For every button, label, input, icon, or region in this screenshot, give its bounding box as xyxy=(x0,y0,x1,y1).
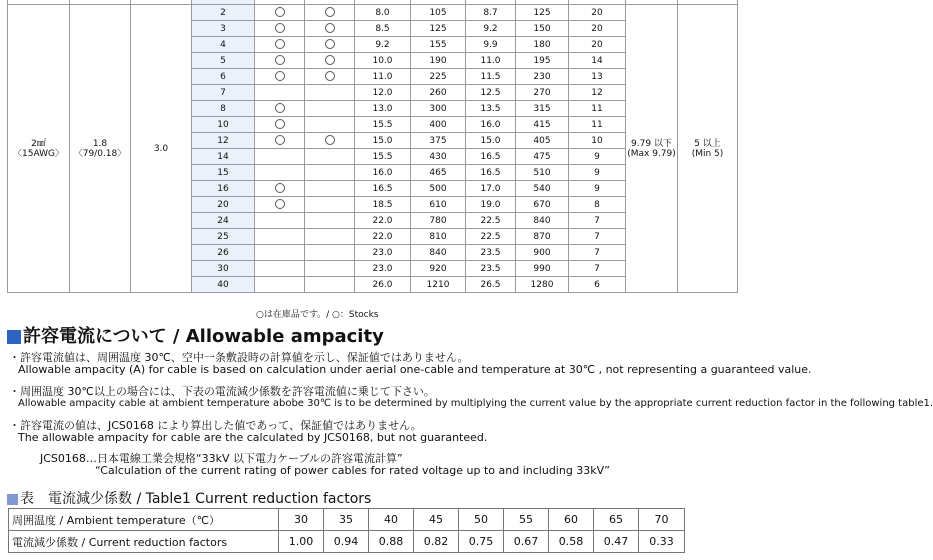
cell-value: 22.0 xyxy=(355,213,411,229)
cell-value: 7 xyxy=(569,245,626,261)
cell-length: 2 xyxy=(192,5,255,21)
cable-spec-table xyxy=(7,0,738,293)
cell-line: 1.8 xyxy=(92,138,108,149)
cell-stock-1 xyxy=(255,197,305,213)
table-row xyxy=(8,5,738,21)
cell-value: 23.5 xyxy=(466,245,516,261)
section-title-text: 表 電流減少係数 / Table1 Current reduction factors xyxy=(20,491,372,507)
cell-value: 7 xyxy=(569,229,626,245)
cell-stock-1 xyxy=(255,181,305,197)
cell-value: 23.0 xyxy=(355,261,411,277)
cell-length: 30 xyxy=(192,261,255,277)
cell-stock-1 xyxy=(255,101,305,117)
cell-stock-1 xyxy=(255,165,305,181)
cell-value: 18.5 xyxy=(355,197,411,213)
jcs-reference-en: “Calculation of the current rating of power cables for rated voltage up to and including 33kV” xyxy=(95,464,610,477)
section-title-ampacity xyxy=(7,322,384,348)
cell-value: 375 xyxy=(411,133,466,149)
cell-value: 610 xyxy=(411,197,466,213)
cell-value: 155 xyxy=(411,37,466,53)
stock-circle-icon xyxy=(275,39,285,49)
cell-value: 475 xyxy=(516,149,569,165)
cell-value: 270 xyxy=(516,85,569,101)
cell-value: 180 xyxy=(516,37,569,53)
cell-value: 11.0 xyxy=(355,69,411,85)
cell-stock-2 xyxy=(305,5,355,21)
cell-value: 870 xyxy=(516,229,569,245)
cell-stock-2 xyxy=(305,229,355,245)
cell-length: 25 xyxy=(192,229,255,245)
cell-value: 15.5 xyxy=(355,149,411,165)
stock-circle-icon xyxy=(325,39,335,49)
cell-value: 13.0 xyxy=(355,101,411,117)
cell-value: 15.0 xyxy=(466,133,516,149)
cell-value: 195 xyxy=(516,53,569,69)
cell-stock-1 xyxy=(255,53,305,69)
cell-value: 16.5 xyxy=(466,165,516,181)
cell-value: 20 xyxy=(569,5,626,21)
cell-length: 10 xyxy=(192,117,255,133)
cell-length: 40 xyxy=(192,277,255,293)
cell-value: 465 xyxy=(411,165,466,181)
cell-value: 0.33 xyxy=(639,531,685,553)
cell-stock-2 xyxy=(305,37,355,53)
cell-value: 0.88 xyxy=(369,531,414,553)
cell-value: 12.5 xyxy=(466,85,516,101)
cell-stock-1 xyxy=(255,117,305,133)
cell-stock-2 xyxy=(305,101,355,117)
table-row xyxy=(9,509,685,531)
cell-value: 0.58 xyxy=(549,531,594,553)
cell-value: 105 xyxy=(411,5,466,21)
cell-value: 0.82 xyxy=(414,531,459,553)
cell-stock-2 xyxy=(305,277,355,293)
table-row xyxy=(9,531,685,553)
cell-value: 9 xyxy=(569,149,626,165)
cell-stock-1 xyxy=(255,149,305,165)
cell-value: 225 xyxy=(411,69,466,85)
cell-value: 12.0 xyxy=(355,85,411,101)
cell-value: 30 xyxy=(279,509,324,531)
cell-line: 〈15AWG〉 xyxy=(13,148,64,159)
cell-value: 0.75 xyxy=(459,531,504,553)
cell-length: 15 xyxy=(192,165,255,181)
cell-value: 11.5 xyxy=(466,69,516,85)
cell-line: 5 以上 xyxy=(694,138,721,149)
cell-value: 920 xyxy=(411,261,466,277)
cell-thickness: 3.0 xyxy=(131,5,192,293)
cell-stock-1 xyxy=(255,213,305,229)
cell-value: 230 xyxy=(516,69,569,85)
cell-value: 840 xyxy=(516,213,569,229)
cell-stock-2 xyxy=(305,165,355,181)
cell-value: 11 xyxy=(569,101,626,117)
cell-value: 10.0 xyxy=(355,53,411,69)
bullet-2-en: Allowable ampacity cable at ambient temperature abobe 30℃ is to be determined by multiplying the current value by the appropriate current reduction factor in the following table1. xyxy=(18,398,933,409)
cell-value: 15.5 xyxy=(355,117,411,133)
cell-line: (Max 9.79) xyxy=(627,148,676,159)
cell-stock-2 xyxy=(305,133,355,149)
stock-circle-icon xyxy=(275,199,285,209)
cell-conductor-structure xyxy=(70,5,131,293)
cell-value: 430 xyxy=(411,149,466,165)
bullet-1-jp: ・許容電流値は、周囲温度 30℃、空中一条敷設時の計算値を示し、保証値ではありません。 xyxy=(9,351,469,364)
cell-stock-1 xyxy=(255,229,305,245)
cell-value: 16.0 xyxy=(355,165,411,181)
bullet-2-jp: ・周囲温度 30℃以上の場合には、下表の電流減少係数を許容電流値に乗じて下さい。 xyxy=(9,385,435,398)
bullet-1-en: Allowable ampacity (A) for cable is based on calculation under aerial one-cable and temperature at 30℃ , not representing a guaranteed value. xyxy=(18,363,812,376)
cell-insulation xyxy=(678,5,738,293)
stock-circle-icon xyxy=(325,23,335,33)
cell-stock-2 xyxy=(305,149,355,165)
cell-value: 65 xyxy=(594,509,639,531)
cell-value: 300 xyxy=(411,101,466,117)
cell-value: 20 xyxy=(569,37,626,53)
cell-stock-1 xyxy=(255,37,305,53)
cell-value: 16.5 xyxy=(466,149,516,165)
cell-line: 〈79/0.18〉 xyxy=(73,148,127,159)
square-bullet-icon xyxy=(7,330,21,344)
cell-stock-2 xyxy=(305,117,355,133)
cell-value: 9 xyxy=(569,165,626,181)
cell-value: 125 xyxy=(516,5,569,21)
cell-stock-1 xyxy=(255,5,305,21)
cell-line: 9.79 以下 xyxy=(631,138,672,149)
bullet-3-jp: ・許容電流の値は、JCS0168 により算出した値であって、保証値ではありません。 xyxy=(9,419,422,432)
square-bullet-icon xyxy=(7,494,18,505)
cell-stock-1 xyxy=(255,245,305,261)
cell-value: 8.7 xyxy=(466,5,516,21)
stock-circle-icon xyxy=(275,7,285,17)
cell-value: 315 xyxy=(516,101,569,117)
cell-value: 9.2 xyxy=(355,37,411,53)
cell-value: 22.5 xyxy=(466,229,516,245)
cell-length: 12 xyxy=(192,133,255,149)
stock-circle-icon xyxy=(325,55,335,65)
cell-stock-2 xyxy=(305,69,355,85)
cell-length: 8 xyxy=(192,101,255,117)
cell-value: 670 xyxy=(516,197,569,213)
cell-value: 10 xyxy=(569,133,626,149)
cell-value: 12 xyxy=(569,85,626,101)
cell-value: 60 xyxy=(549,509,594,531)
cell-stock-1 xyxy=(255,261,305,277)
stock-circle-icon xyxy=(275,55,285,65)
cell-value: 26.5 xyxy=(466,277,516,293)
cell-value: 400 xyxy=(411,117,466,133)
stock-legend: ○は在庫品です。/ ○：Stocks xyxy=(256,310,379,320)
stock-circle-icon xyxy=(325,71,335,81)
cell-length: 4 xyxy=(192,37,255,53)
cell-value: 26.0 xyxy=(355,277,411,293)
cell-stock-1 xyxy=(255,21,305,37)
cell-value: 13.5 xyxy=(466,101,516,117)
cell-value: 35 xyxy=(324,509,369,531)
row-header: 電流減少係数 / Current reduction factors xyxy=(9,531,279,553)
cell-value: 7 xyxy=(569,261,626,277)
cell-value: 0.94 xyxy=(324,531,369,553)
cell-stock-2 xyxy=(305,197,355,213)
cell-value: 9.9 xyxy=(466,37,516,53)
cell-value: 810 xyxy=(411,229,466,245)
cell-stock-2 xyxy=(305,85,355,101)
cell-value: 540 xyxy=(516,181,569,197)
cell-value: 16.0 xyxy=(466,117,516,133)
cell-conductor-size xyxy=(8,5,70,293)
bullet-3-en: The allowable ampacity for cable are the calculated by JCS0168, but not guaranteed. xyxy=(18,431,488,444)
cell-stock-2 xyxy=(305,261,355,277)
cell-stock-1 xyxy=(255,277,305,293)
cell-value: 40 xyxy=(369,509,414,531)
cell-value: 11.0 xyxy=(466,53,516,69)
cell-stock-1 xyxy=(255,133,305,149)
cell-value: 23.5 xyxy=(466,261,516,277)
cell-value: 125 xyxy=(411,21,466,37)
stock-circle-icon xyxy=(275,135,285,145)
cell-value: 15.0 xyxy=(355,133,411,149)
jcs-reference-jp: JCS0168…日本電線工業会規格“33kV 以下電力ケーブルの許容電流計算” xyxy=(40,452,403,465)
cell-value: 500 xyxy=(411,181,466,197)
cell-value: 8.5 xyxy=(355,21,411,37)
cell-value: 415 xyxy=(516,117,569,133)
stock-circle-icon xyxy=(275,103,285,113)
cell-value: 1280 xyxy=(516,277,569,293)
cell-value: 405 xyxy=(516,133,569,149)
cell-value: 190 xyxy=(411,53,466,69)
cell-length: 20 xyxy=(192,197,255,213)
section-title-reduction xyxy=(7,488,371,508)
cell-value: 22.0 xyxy=(355,229,411,245)
cell-value: 990 xyxy=(516,261,569,277)
cell-length: 6 xyxy=(192,69,255,85)
cell-length: 16 xyxy=(192,181,255,197)
cell-stock-2 xyxy=(305,245,355,261)
cell-value: 780 xyxy=(411,213,466,229)
cell-length: 14 xyxy=(192,149,255,165)
cell-value: 1210 xyxy=(411,277,466,293)
cell-value: 11 xyxy=(569,117,626,133)
cell-value: 0.47 xyxy=(594,531,639,553)
cell-value: 13 xyxy=(569,69,626,85)
stock-circle-icon xyxy=(325,135,335,145)
cell-resistance xyxy=(626,5,678,293)
cell-value: 0.67 xyxy=(504,531,549,553)
cell-length: 26 xyxy=(192,245,255,261)
cell-value: 150 xyxy=(516,21,569,37)
cell-value: 260 xyxy=(411,85,466,101)
cell-value: 14 xyxy=(569,53,626,69)
cell-value: 20 xyxy=(569,21,626,37)
cell-value: 900 xyxy=(516,245,569,261)
cell-length: 3 xyxy=(192,21,255,37)
cell-stock-1 xyxy=(255,85,305,101)
cell-value: 8.0 xyxy=(355,5,411,21)
cell-value: 6 xyxy=(569,277,626,293)
cell-stock-2 xyxy=(305,213,355,229)
stock-circle-icon xyxy=(275,23,285,33)
cell-value: 510 xyxy=(516,165,569,181)
cell-value: 19.0 xyxy=(466,197,516,213)
cell-value: 22.5 xyxy=(466,213,516,229)
cell-value: 840 xyxy=(411,245,466,261)
cell-value: 9.2 xyxy=(466,21,516,37)
cell-value: 16.5 xyxy=(355,181,411,197)
cell-length: 24 xyxy=(192,213,255,229)
cell-length: 5 xyxy=(192,53,255,69)
stock-circle-icon xyxy=(275,71,285,81)
cell-line: (Min 5) xyxy=(691,148,724,159)
row-header: 周囲温度 / Ambient temperature（℃） xyxy=(9,509,279,531)
section-title-text: 許容電流について / Allowable ampacity xyxy=(23,326,384,347)
cell-stock-2 xyxy=(305,181,355,197)
cell-value: 17.0 xyxy=(466,181,516,197)
cell-line: 2㎟ xyxy=(31,138,46,149)
cell-value: 1.00 xyxy=(279,531,324,553)
cell-value: 50 xyxy=(459,509,504,531)
stock-circle-icon xyxy=(275,183,285,193)
stock-circle-icon xyxy=(275,119,285,129)
cell-length: 7 xyxy=(192,85,255,101)
cell-value: 8 xyxy=(569,197,626,213)
cell-value: 23.0 xyxy=(355,245,411,261)
cell-stock-2 xyxy=(305,53,355,69)
cell-stock-2 xyxy=(305,21,355,37)
cell-value: 7 xyxy=(569,213,626,229)
stock-circle-icon xyxy=(325,7,335,17)
cell-value: 70 xyxy=(639,509,685,531)
cell-value: 55 xyxy=(504,509,549,531)
reduction-factor-table xyxy=(8,508,685,553)
cell-value: 9 xyxy=(569,181,626,197)
cell-stock-1 xyxy=(255,69,305,85)
cell-value: 45 xyxy=(414,509,459,531)
